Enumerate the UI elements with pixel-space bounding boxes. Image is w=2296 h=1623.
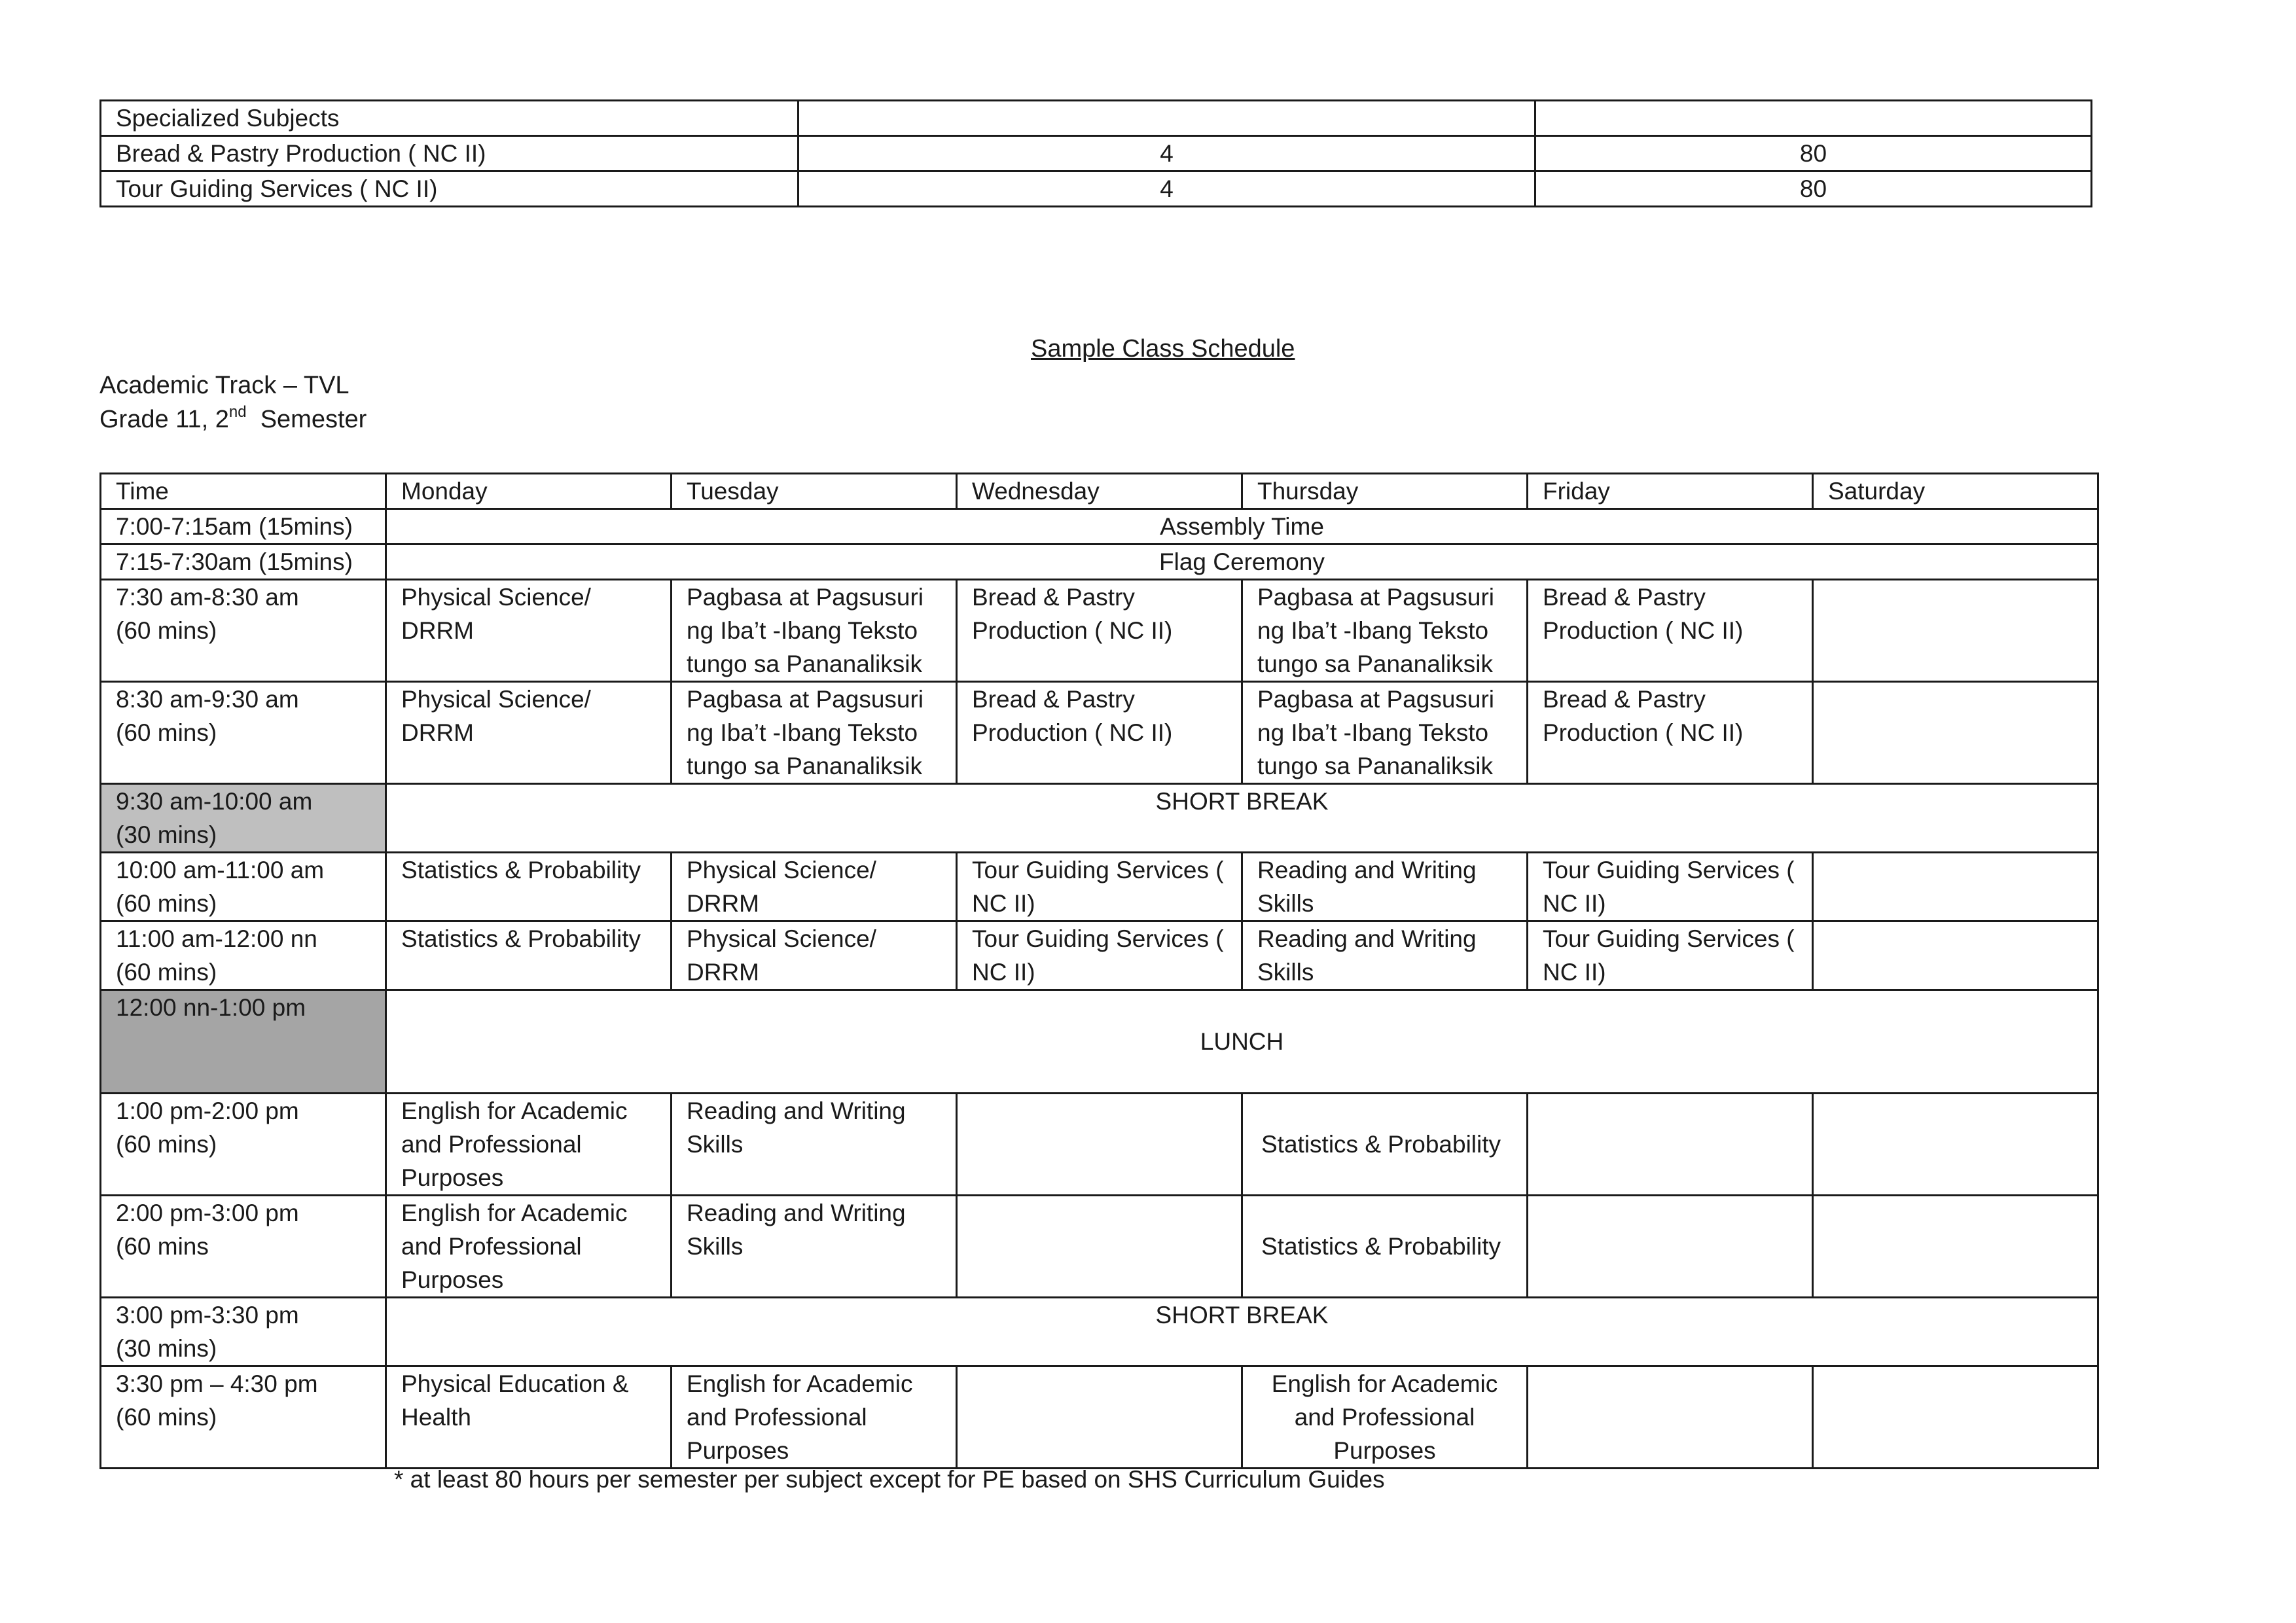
thursday-cell: [1242, 580, 1528, 682]
specialized-subjects-table: [99, 99, 2092, 207]
class-line: NC II): [972, 959, 1035, 986]
saturday-cell: [1813, 580, 2098, 682]
duration: (60 mins: [116, 1233, 209, 1260]
table-row: [101, 853, 2098, 921]
schedule-title: Sample Class Schedule: [1031, 335, 1295, 363]
table-row: [101, 921, 2098, 990]
tuesday-cell: [672, 853, 957, 921]
class-line: Reading and Writing: [687, 1097, 906, 1124]
class-line: Tour Guiding Services (: [972, 857, 1224, 883]
header-wednesday: Wednesday: [957, 474, 1242, 509]
table-row: [101, 101, 2092, 136]
subject-hours: 80: [1535, 136, 2092, 171]
saturday-cell: [1813, 682, 2098, 784]
class-line: Health: [401, 1404, 471, 1431]
class-line: DRRM: [687, 959, 759, 986]
grade-ordinal: nd: [228, 403, 247, 421]
friday-cell: [1528, 682, 1813, 784]
table-cell: [1535, 101, 2092, 136]
class-line: ng Iba’t -Ibang Teksto: [687, 719, 918, 746]
time-cell: [101, 682, 386, 784]
table-row: [101, 1366, 2098, 1469]
header-time: Time: [101, 474, 386, 509]
assembly-label: Assembly Time: [386, 509, 2098, 544]
class-line: Tour Guiding Services (: [1543, 857, 1795, 883]
friday-cell: [1528, 853, 1813, 921]
class-line: Tour Guiding Services (: [1543, 925, 1795, 952]
thursday-cell: [1242, 1366, 1528, 1469]
table-row: [101, 509, 2098, 544]
grade-text: Grade 11, 2: [99, 406, 229, 433]
class-line: Physical Science/: [687, 925, 876, 952]
flag-ceremony-label: Flag Ceremony: [386, 544, 2098, 580]
class-line: tungo sa Pananaliksik: [1257, 651, 1493, 677]
table-row: [101, 784, 2098, 853]
friday-cell: [1528, 580, 1813, 682]
time-cell: [101, 580, 386, 682]
monday-cell: [386, 1196, 672, 1298]
saturday-cell: [1813, 921, 2098, 990]
duration: (60 mins): [116, 617, 217, 644]
time-range: 3:30 pm – 4:30 pm: [116, 1370, 318, 1397]
duration: (60 mins): [116, 1404, 217, 1431]
class-line: Reading and Writing: [1257, 857, 1477, 883]
wednesday-cell: [957, 921, 1242, 990]
subject-hours: 80: [1535, 171, 2092, 207]
thursday-cell: [1242, 682, 1528, 784]
class-line: ng Iba’t -Ibang Teksto: [687, 617, 918, 644]
friday-cell: [1528, 921, 1813, 990]
header-thursday: Thursday: [1242, 474, 1528, 509]
wednesday-cell: [957, 1366, 1242, 1469]
saturday-cell: [1813, 1196, 2098, 1298]
table-row: [101, 1196, 2098, 1298]
class-line: NC II): [1543, 959, 1606, 986]
tuesday-cell: [672, 1094, 957, 1196]
tuesday-cell: [672, 580, 957, 682]
class-line: Physical Science/: [687, 857, 876, 883]
subject-name: Tour Guiding Services ( NC II): [101, 171, 798, 207]
table-row: [101, 171, 2092, 207]
tuesday-cell: [672, 1196, 957, 1298]
time-range: 11:00 am-12:00 nn: [116, 925, 317, 952]
saturday-cell: [1813, 1366, 2098, 1469]
class-line: Pagbasa at Pagsusuri: [1257, 686, 1495, 713]
class-line: English for Academic: [401, 1097, 628, 1124]
grade-line: [99, 403, 367, 434]
subjects-header: Specialized Subjects: [101, 101, 798, 136]
table-cell: [798, 101, 1535, 136]
duration: (60 mins): [116, 959, 217, 986]
class-line: and Professional: [401, 1233, 582, 1260]
class-line: Purposes: [401, 1266, 504, 1293]
friday-cell: [1528, 1196, 1813, 1298]
class-line: Pagbasa at Pagsusuri: [687, 584, 924, 611]
class-line: Skills: [687, 1131, 744, 1158]
time-range: 10:00 am-11:00 am: [116, 857, 325, 883]
table-row: [101, 136, 2092, 171]
class-line: ng Iba’t -Ibang Teksto: [1257, 617, 1489, 644]
class-line: Skills: [1257, 959, 1314, 986]
class-line: NC II): [1543, 890, 1606, 917]
class-line: Purposes: [401, 1164, 504, 1191]
time-range: 1:00 pm-2:00 pm: [116, 1097, 299, 1124]
wednesday-cell: [957, 1094, 1242, 1196]
class-line: Bread & Pastry: [972, 686, 1135, 713]
header-tuesday: Tuesday: [672, 474, 957, 509]
time-range: 7:30 am-8:30 am: [116, 584, 299, 611]
time-cell: [101, 1366, 386, 1469]
wednesday-cell: [957, 1196, 1242, 1298]
duration: (60 mins): [116, 719, 217, 746]
time-cell: [101, 1196, 386, 1298]
table-row: [101, 580, 2098, 682]
time-cell: [101, 853, 386, 921]
class-line: Skills: [687, 1233, 744, 1260]
time-cell: [101, 1298, 386, 1366]
class-line: Physical Science/: [401, 584, 591, 611]
time-range: 2:00 pm-3:00 pm: [116, 1200, 299, 1226]
class-line: Production ( NC II): [1543, 719, 1744, 746]
class-line: English for Academic: [687, 1370, 913, 1397]
table-row: [101, 682, 2098, 784]
saturday-cell: [1813, 1094, 2098, 1196]
class-line: Bread & Pastry: [972, 584, 1135, 611]
tuesday-cell: [672, 682, 957, 784]
class-line: Pagbasa at Pagsusuri: [1257, 584, 1495, 611]
class-schedule-table: [99, 473, 2099, 1469]
monday-cell: [386, 580, 672, 682]
header-monday: Monday: [386, 474, 672, 509]
class-line: Physical Education &: [401, 1370, 629, 1397]
table-row: [101, 544, 2098, 580]
friday-cell: [1528, 1366, 1813, 1469]
time-cell: [101, 921, 386, 990]
monday-cell: [386, 1366, 672, 1469]
saturday-cell: [1813, 853, 2098, 921]
class-line: Statistics & Probability: [401, 857, 641, 883]
class-line: and Professional: [1294, 1404, 1475, 1431]
class-line: tungo sa Pananaliksik: [687, 651, 922, 677]
wednesday-cell: [957, 580, 1242, 682]
lunch-label: LUNCH: [386, 990, 2098, 1094]
thursday-cell: [1242, 921, 1528, 990]
subject-units: 4: [798, 171, 1535, 207]
header-saturday: Saturday: [1813, 474, 2098, 509]
short-break-label: SHORT BREAK: [386, 1298, 2098, 1366]
class-line: Production ( NC II): [972, 617, 1173, 644]
class-line: Bread & Pastry: [1543, 584, 1706, 611]
time-cell: 12:00 nn-1:00 pm: [101, 990, 386, 1094]
class-line: and Professional: [687, 1404, 867, 1431]
time-cell: 7:00-7:15am (15mins): [101, 509, 386, 544]
class-line: DRRM: [401, 719, 474, 746]
header-friday: Friday: [1528, 474, 1813, 509]
time-cell: [101, 784, 386, 853]
subject-units: 4: [798, 136, 1535, 171]
time-range: 9:30 am-10:00 am: [116, 788, 313, 815]
monday-cell: [386, 853, 672, 921]
wednesday-cell: [957, 682, 1242, 784]
class-line: and Professional: [401, 1131, 582, 1158]
table-row: [101, 1094, 2098, 1196]
class-line: tungo sa Pananaliksik: [1257, 753, 1493, 779]
thursday-cell: Statistics & Probability: [1242, 1094, 1528, 1196]
class-line: Purposes: [687, 1437, 789, 1464]
class-line: Reading and Writing: [687, 1200, 906, 1226]
table-row: [101, 1298, 2098, 1366]
track-line: Academic Track – TVL: [99, 372, 350, 399]
footnote: * at least 80 hours per semester per subject except for PE based on SHS Curriculum Guides: [394, 1466, 1385, 1493]
class-line: English for Academic: [401, 1200, 628, 1226]
time-cell: 7:15-7:30am (15mins): [101, 544, 386, 580]
class-line: Skills: [1257, 890, 1314, 917]
class-line: tungo sa Pananaliksik: [687, 753, 922, 779]
duration: (60 mins): [116, 890, 217, 917]
tuesday-cell: [672, 921, 957, 990]
table-header-row: [101, 474, 2098, 509]
class-line: English for Academic: [1271, 1370, 1498, 1397]
thursday-cell: [1242, 853, 1528, 921]
duration: (30 mins): [116, 1335, 217, 1362]
time-range: 3:00 pm-3:30 pm: [116, 1302, 299, 1329]
duration: (60 mins): [116, 1131, 217, 1158]
class-line: Statistics & Probability: [401, 925, 641, 952]
class-line: Pagbasa at Pagsusuri: [687, 686, 924, 713]
friday-cell: [1528, 1094, 1813, 1196]
tuesday-cell: [672, 1366, 957, 1469]
time-range: 8:30 am-9:30 am: [116, 686, 299, 713]
wednesday-cell: [957, 853, 1242, 921]
class-line: Purposes: [1333, 1437, 1436, 1464]
class-line: DRRM: [687, 890, 759, 917]
class-line: NC II): [972, 890, 1035, 917]
monday-cell: [386, 921, 672, 990]
table-row: [101, 990, 2098, 1094]
monday-cell: [386, 1094, 672, 1196]
class-line: Production ( NC II): [972, 719, 1173, 746]
class-line: Bread & Pastry: [1543, 686, 1706, 713]
class-line: ng Iba’t -Ibang Teksto: [1257, 719, 1489, 746]
class-line: Production ( NC II): [1543, 617, 1744, 644]
class-line: Physical Science/: [401, 686, 591, 713]
semester-text: Semester: [246, 406, 367, 433]
time-cell: [101, 1094, 386, 1196]
monday-cell: [386, 682, 672, 784]
short-break-label: SHORT BREAK: [386, 784, 2098, 853]
class-line: DRRM: [401, 617, 474, 644]
thursday-cell: Statistics & Probability: [1242, 1196, 1528, 1298]
duration: (30 mins): [116, 821, 217, 848]
class-line: Tour Guiding Services (: [972, 925, 1224, 952]
subject-name: Bread & Pastry Production ( NC II): [101, 136, 798, 171]
class-line: Reading and Writing: [1257, 925, 1477, 952]
